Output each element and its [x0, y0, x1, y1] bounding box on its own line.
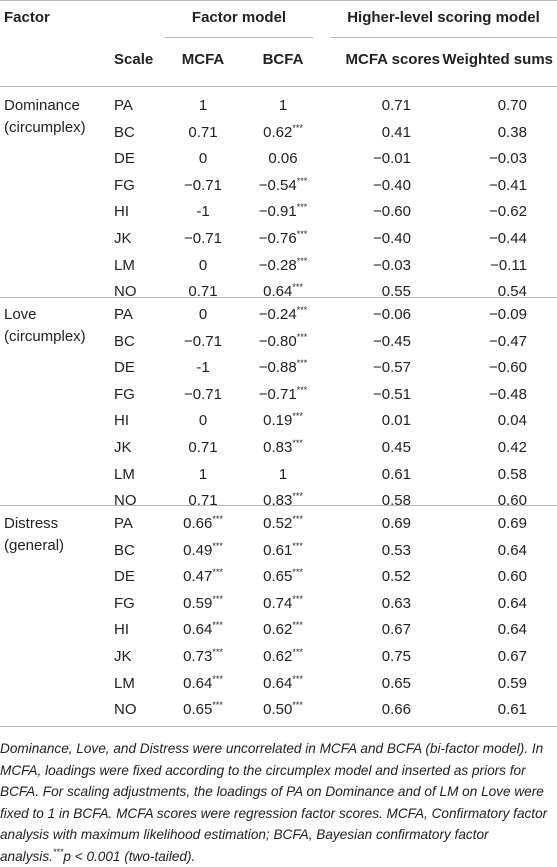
significance-marker: ***: [212, 514, 223, 524]
mcfa-scores-cell: −0.60: [373, 203, 411, 220]
scale-cell: JK: [114, 648, 132, 665]
bcfa-cell: [243, 203, 323, 221]
mcfa-cell: [165, 412, 241, 430]
bcfa-cell: [243, 257, 323, 275]
significance-marker: ***: [292, 647, 303, 657]
mcfa-value: −0.71: [184, 230, 222, 247]
mcfa-scores-cell: 0.55: [381, 283, 411, 300]
weighted-sums-cell: 0.59: [497, 675, 527, 692]
scale-cell: BC: [114, 333, 135, 350]
bcfa-value: 0.61: [263, 542, 293, 559]
header-scale: Scale: [114, 51, 154, 68]
mcfa-scores-cell: −0.51: [373, 386, 411, 403]
weighted-sums-cell: 0.64: [497, 542, 527, 559]
mcfa-scores-cell: 0.41: [381, 124, 411, 141]
mcfa-scores-cell: 0.61: [381, 466, 411, 483]
bcfa-value: 0.65: [263, 568, 293, 585]
bcfa-value: 0.64: [263, 675, 293, 692]
scale-cell: NO: [114, 283, 137, 300]
weighted-sums-cell: 0.42: [497, 439, 527, 456]
scale-cell: JK: [114, 439, 132, 456]
mcfa-scores-cell: −0.45: [373, 333, 411, 350]
scale-cell: NO: [114, 492, 137, 509]
bcfa-value: 0.19: [263, 412, 293, 429]
bcfa-value: −0.76: [258, 230, 297, 247]
weighted-sums-cell: 0.61: [497, 701, 527, 718]
mcfa-cell: [165, 257, 241, 275]
mcfa-cell: [165, 701, 241, 719]
mcfa-value: 0.71: [188, 283, 218, 300]
bcfa-cell: [243, 359, 323, 377]
significance-marker: ***: [212, 674, 223, 684]
mcfa-value: 0.64: [183, 621, 213, 638]
weighted-sums-cell: −0.41: [489, 177, 527, 194]
significance-marker: ***: [292, 123, 303, 133]
mcfa-scores-cell: −0.06: [373, 306, 411, 323]
bcfa-cell: [243, 97, 323, 115]
mcfa-value: 0.73: [183, 648, 213, 665]
mcfa-cell: [165, 203, 241, 221]
mcfa-value: -1: [196, 203, 210, 220]
bcfa-value: 0.83: [263, 439, 293, 456]
bcfa-cell: [243, 150, 323, 168]
significance-marker: ***: [292, 567, 303, 577]
weighted-sums-cell: 0.64: [497, 595, 527, 612]
weighted-sums-cell: 0.64: [497, 621, 527, 638]
bcfa-cell: [243, 439, 323, 457]
bcfa-cell: [243, 386, 323, 404]
mcfa-cell: [165, 333, 241, 351]
bcfa-value: 0.62: [263, 124, 293, 141]
significance-marker: ***: [296, 202, 308, 212]
scale-cell: DE: [114, 150, 135, 167]
significance-marker: ***: [292, 514, 303, 524]
mcfa-scores-cell: 0.01: [381, 412, 411, 429]
weighted-sums-cell: −0.48: [489, 386, 527, 403]
header-factor: Factor: [4, 9, 50, 26]
bcfa-cell: [243, 492, 323, 510]
mcfa-scores-cell: 0.75: [381, 648, 411, 665]
bcfa-cell: [243, 306, 323, 324]
bcfa-value: 0.50: [263, 701, 293, 718]
mcfa-value: 0.47: [183, 568, 213, 585]
bcfa-value: 0.62: [263, 648, 293, 665]
mcfa-cell: [165, 124, 241, 142]
mcfa-cell: [165, 283, 241, 301]
significance-marker: ***: [212, 620, 223, 630]
mcfa-cell: [165, 177, 241, 195]
bcfa-cell: [243, 124, 323, 142]
mcfa-scores-cell: −0.40: [373, 230, 411, 247]
mcfa-value: 0.71: [188, 124, 218, 141]
significance-marker: ***: [292, 411, 303, 421]
significance-marker: ***: [296, 305, 308, 315]
bcfa-cell: [243, 701, 323, 719]
top-rule: [0, 0, 557, 1]
scale-cell: BC: [114, 124, 135, 141]
mcfa-value: −0.71: [184, 386, 222, 403]
weighted-sums-cell: 0.54: [497, 283, 527, 300]
significance-marker: ***: [296, 332, 308, 342]
mcfa-value: 1: [198, 466, 208, 483]
weighted-sums-cell: 0.58: [497, 466, 527, 483]
mcfa-value: 1: [198, 97, 208, 114]
mcfa-scores-cell: −0.57: [373, 359, 411, 376]
bcfa-value: −0.28: [258, 257, 297, 274]
mcfa-scores-cell: 0.63: [381, 595, 411, 612]
mcfa-value: 0.64: [183, 675, 213, 692]
header-mcfa-scores: MCFA scores: [345, 51, 440, 68]
significance-marker: ***: [292, 491, 303, 501]
bcfa-cell: [243, 542, 323, 560]
mcfa-scores-cell: 0.52: [381, 568, 411, 585]
higher-level-underline: [330, 37, 557, 38]
bcfa-value: 0.64: [263, 283, 293, 300]
bcfa-cell: [243, 466, 323, 484]
weighted-sums-cell: −0.03: [489, 150, 527, 167]
significance-marker: ***: [292, 541, 303, 551]
significance-marker: ***: [296, 176, 308, 186]
weighted-sums-cell: 0.38: [497, 124, 527, 141]
mcfa-value: 0.71: [188, 492, 218, 509]
mcfa-scores-cell: −0.01: [373, 150, 411, 167]
mcfa-scores-cell: −0.03: [373, 257, 411, 274]
bcfa-value: −0.80: [258, 333, 297, 350]
bcfa-value: 1: [278, 97, 288, 114]
mcfa-value: 0.65: [183, 701, 213, 718]
significance-text: p < 0.001 (two-tailed).: [63, 848, 196, 864]
table-bottom-rule: [0, 726, 557, 727]
mcfa-value: 0: [198, 412, 208, 429]
bcfa-value: −0.54: [258, 177, 297, 194]
bcfa-cell: [243, 621, 323, 639]
mcfa-value: 0.49: [183, 542, 213, 559]
significance-marker: ***: [292, 282, 303, 292]
significance-marker: ***: [292, 620, 303, 630]
mcfa-value: -1: [196, 359, 210, 376]
footnote-text: Dominance, Love, and Distress were uncorrelated in MCFA and BCFA (bi-factor model). In MCFA, loadings were fixed according to the circumplex model and inserted as priors for BCFA. For scaling adjustments, the loadings of PA on Dominance and of LM on Love were fixed to 1 in BCFA. MCFA scores were regression factor scores. MCFA, Confirmatory factor analysis with maximum likelihood estimation; BCFA, Bayesian confirmatory factor analysis.: [0, 741, 548, 864]
bcfa-cell: [243, 595, 323, 613]
mcfa-cell: [165, 230, 241, 248]
mcfa-cell: [165, 466, 241, 484]
bcfa-value: 0.83: [263, 492, 293, 509]
significance-marker: ***: [212, 541, 223, 551]
bcfa-cell: [243, 568, 323, 586]
scale-cell: PA: [114, 306, 133, 323]
bcfa-value: 0.62: [263, 621, 293, 638]
mcfa-cell: [165, 675, 241, 693]
significance-marker: ***: [296, 256, 308, 266]
significance-marker: ***: [52, 846, 64, 857]
mcfa-cell: [165, 515, 241, 533]
header-mcfa: MCFA: [181, 51, 225, 68]
significance-marker: ***: [212, 700, 223, 710]
factor-label-sub: (general): [4, 537, 65, 554]
weighted-sums-cell: −0.44: [489, 230, 527, 247]
header-bcfa: BCFA: [262, 51, 304, 68]
scale-cell: FG: [114, 386, 135, 403]
bcfa-value: 0.52: [263, 515, 293, 532]
scale-cell: HI: [114, 621, 129, 638]
mcfa-scores-cell: 0.65: [381, 675, 411, 692]
scale-cell: HI: [114, 203, 129, 220]
scale-cell: JK: [114, 230, 132, 247]
significance-marker: ***: [212, 594, 223, 604]
mcfa-cell: [165, 492, 241, 510]
factor-label-sub: (circumplex): [4, 328, 86, 345]
mcfa-cell: [165, 97, 241, 115]
bcfa-value: 1: [278, 466, 288, 483]
significance-marker: ***: [212, 567, 223, 577]
bcfa-value: 0.74: [263, 595, 293, 612]
weighted-sums-cell: −0.47: [489, 333, 527, 350]
mcfa-cell: [165, 386, 241, 404]
weighted-sums-cell: 0.60: [497, 568, 527, 585]
table-footnote: [0, 738, 553, 867]
mcfa-value: 0.71: [188, 439, 218, 456]
significance-marker: ***: [292, 594, 303, 604]
mcfa-cell: [165, 568, 241, 586]
significance-marker: ***: [296, 385, 308, 395]
mcfa-scores-cell: −0.40: [373, 177, 411, 194]
scale-cell: LM: [114, 466, 135, 483]
mcfa-cell: [165, 542, 241, 560]
scale-cell: FG: [114, 177, 135, 194]
scale-cell: BC: [114, 542, 135, 559]
weighted-sums-cell: −0.60: [489, 359, 527, 376]
scale-cell: HI: [114, 412, 129, 429]
factor-label: Dominance: [4, 97, 80, 114]
weighted-sums-cell: 0.70: [497, 97, 527, 114]
factor-label-sub: (circumplex): [4, 119, 86, 136]
scale-cell: FG: [114, 595, 135, 612]
factor-model-underline: [165, 37, 313, 38]
scale-cell: PA: [114, 515, 133, 532]
significance-marker: ***: [292, 438, 303, 448]
bcfa-cell: [243, 648, 323, 666]
significance-marker: ***: [296, 358, 308, 368]
mcfa-cell: [165, 595, 241, 613]
scale-cell: DE: [114, 359, 135, 376]
weighted-sums-cell: −0.11: [490, 257, 527, 274]
bcfa-cell: [243, 515, 323, 533]
bcfa-value: −0.88: [258, 359, 297, 376]
mcfa-value: 0: [198, 306, 208, 323]
mcfa-scores-cell: 0.67: [381, 621, 411, 638]
bcfa-cell: [243, 675, 323, 693]
significance-marker: ***: [292, 700, 303, 710]
bcfa-cell: [243, 412, 323, 430]
weighted-sums-cell: 0.04: [497, 412, 527, 429]
mcfa-scores-cell: 0.69: [381, 515, 411, 532]
significance-marker: ***: [292, 674, 303, 684]
mcfa-scores-cell: 0.71: [381, 97, 411, 114]
significance-marker: ***: [212, 647, 223, 657]
header-group-higher-level: Higher-level scoring model: [347, 9, 540, 26]
mcfa-scores-cell: 0.66: [381, 701, 411, 718]
mcfa-value: 0.59: [183, 595, 213, 612]
bcfa-cell: [243, 333, 323, 351]
header-bottom-rule: [0, 86, 557, 87]
scale-cell: LM: [114, 675, 135, 692]
bcfa-cell: [243, 177, 323, 195]
factor-label: Love: [4, 306, 37, 323]
factor-label: Distress: [4, 515, 59, 532]
mcfa-cell: [165, 359, 241, 377]
bcfa-cell: [243, 230, 323, 248]
mcfa-value: −0.71: [184, 177, 222, 194]
mcfa-value: 0: [198, 257, 208, 274]
weighted-sums-cell: 0.67: [497, 648, 527, 665]
mcfa-cell: [165, 648, 241, 666]
weighted-sums-cell: 0.69: [497, 515, 527, 532]
scale-cell: DE: [114, 568, 135, 585]
scale-cell: NO: [114, 701, 137, 718]
mcfa-scores-cell: 0.58: [381, 492, 411, 509]
bcfa-value: 0.06: [268, 150, 298, 167]
bcfa-value: −0.24: [258, 306, 297, 323]
header-group-factor-model: Factor model: [191, 9, 287, 26]
weighted-sums-cell: −0.62: [489, 203, 527, 220]
mcfa-scores-cell: 0.53: [381, 542, 411, 559]
weighted-sums-cell: −0.09: [489, 306, 527, 323]
mcfa-cell: [165, 150, 241, 168]
mcfa-cell: [165, 439, 241, 457]
bcfa-cell: [243, 283, 323, 301]
mcfa-cell: [165, 621, 241, 639]
scale-cell: LM: [114, 257, 135, 274]
bcfa-value: −0.71: [258, 386, 297, 403]
mcfa-scores-cell: 0.45: [381, 439, 411, 456]
significance-marker: ***: [296, 229, 308, 239]
mcfa-cell: [165, 306, 241, 324]
weighted-sums-cell: 0.60: [497, 492, 527, 509]
mcfa-value: −0.71: [184, 333, 222, 350]
mcfa-value: 0.66: [183, 515, 213, 532]
mcfa-value: 0: [198, 150, 208, 167]
header-weighted-sums: Weighted sums: [442, 51, 553, 68]
bcfa-value: −0.91: [258, 203, 297, 220]
scale-cell: PA: [114, 97, 133, 114]
